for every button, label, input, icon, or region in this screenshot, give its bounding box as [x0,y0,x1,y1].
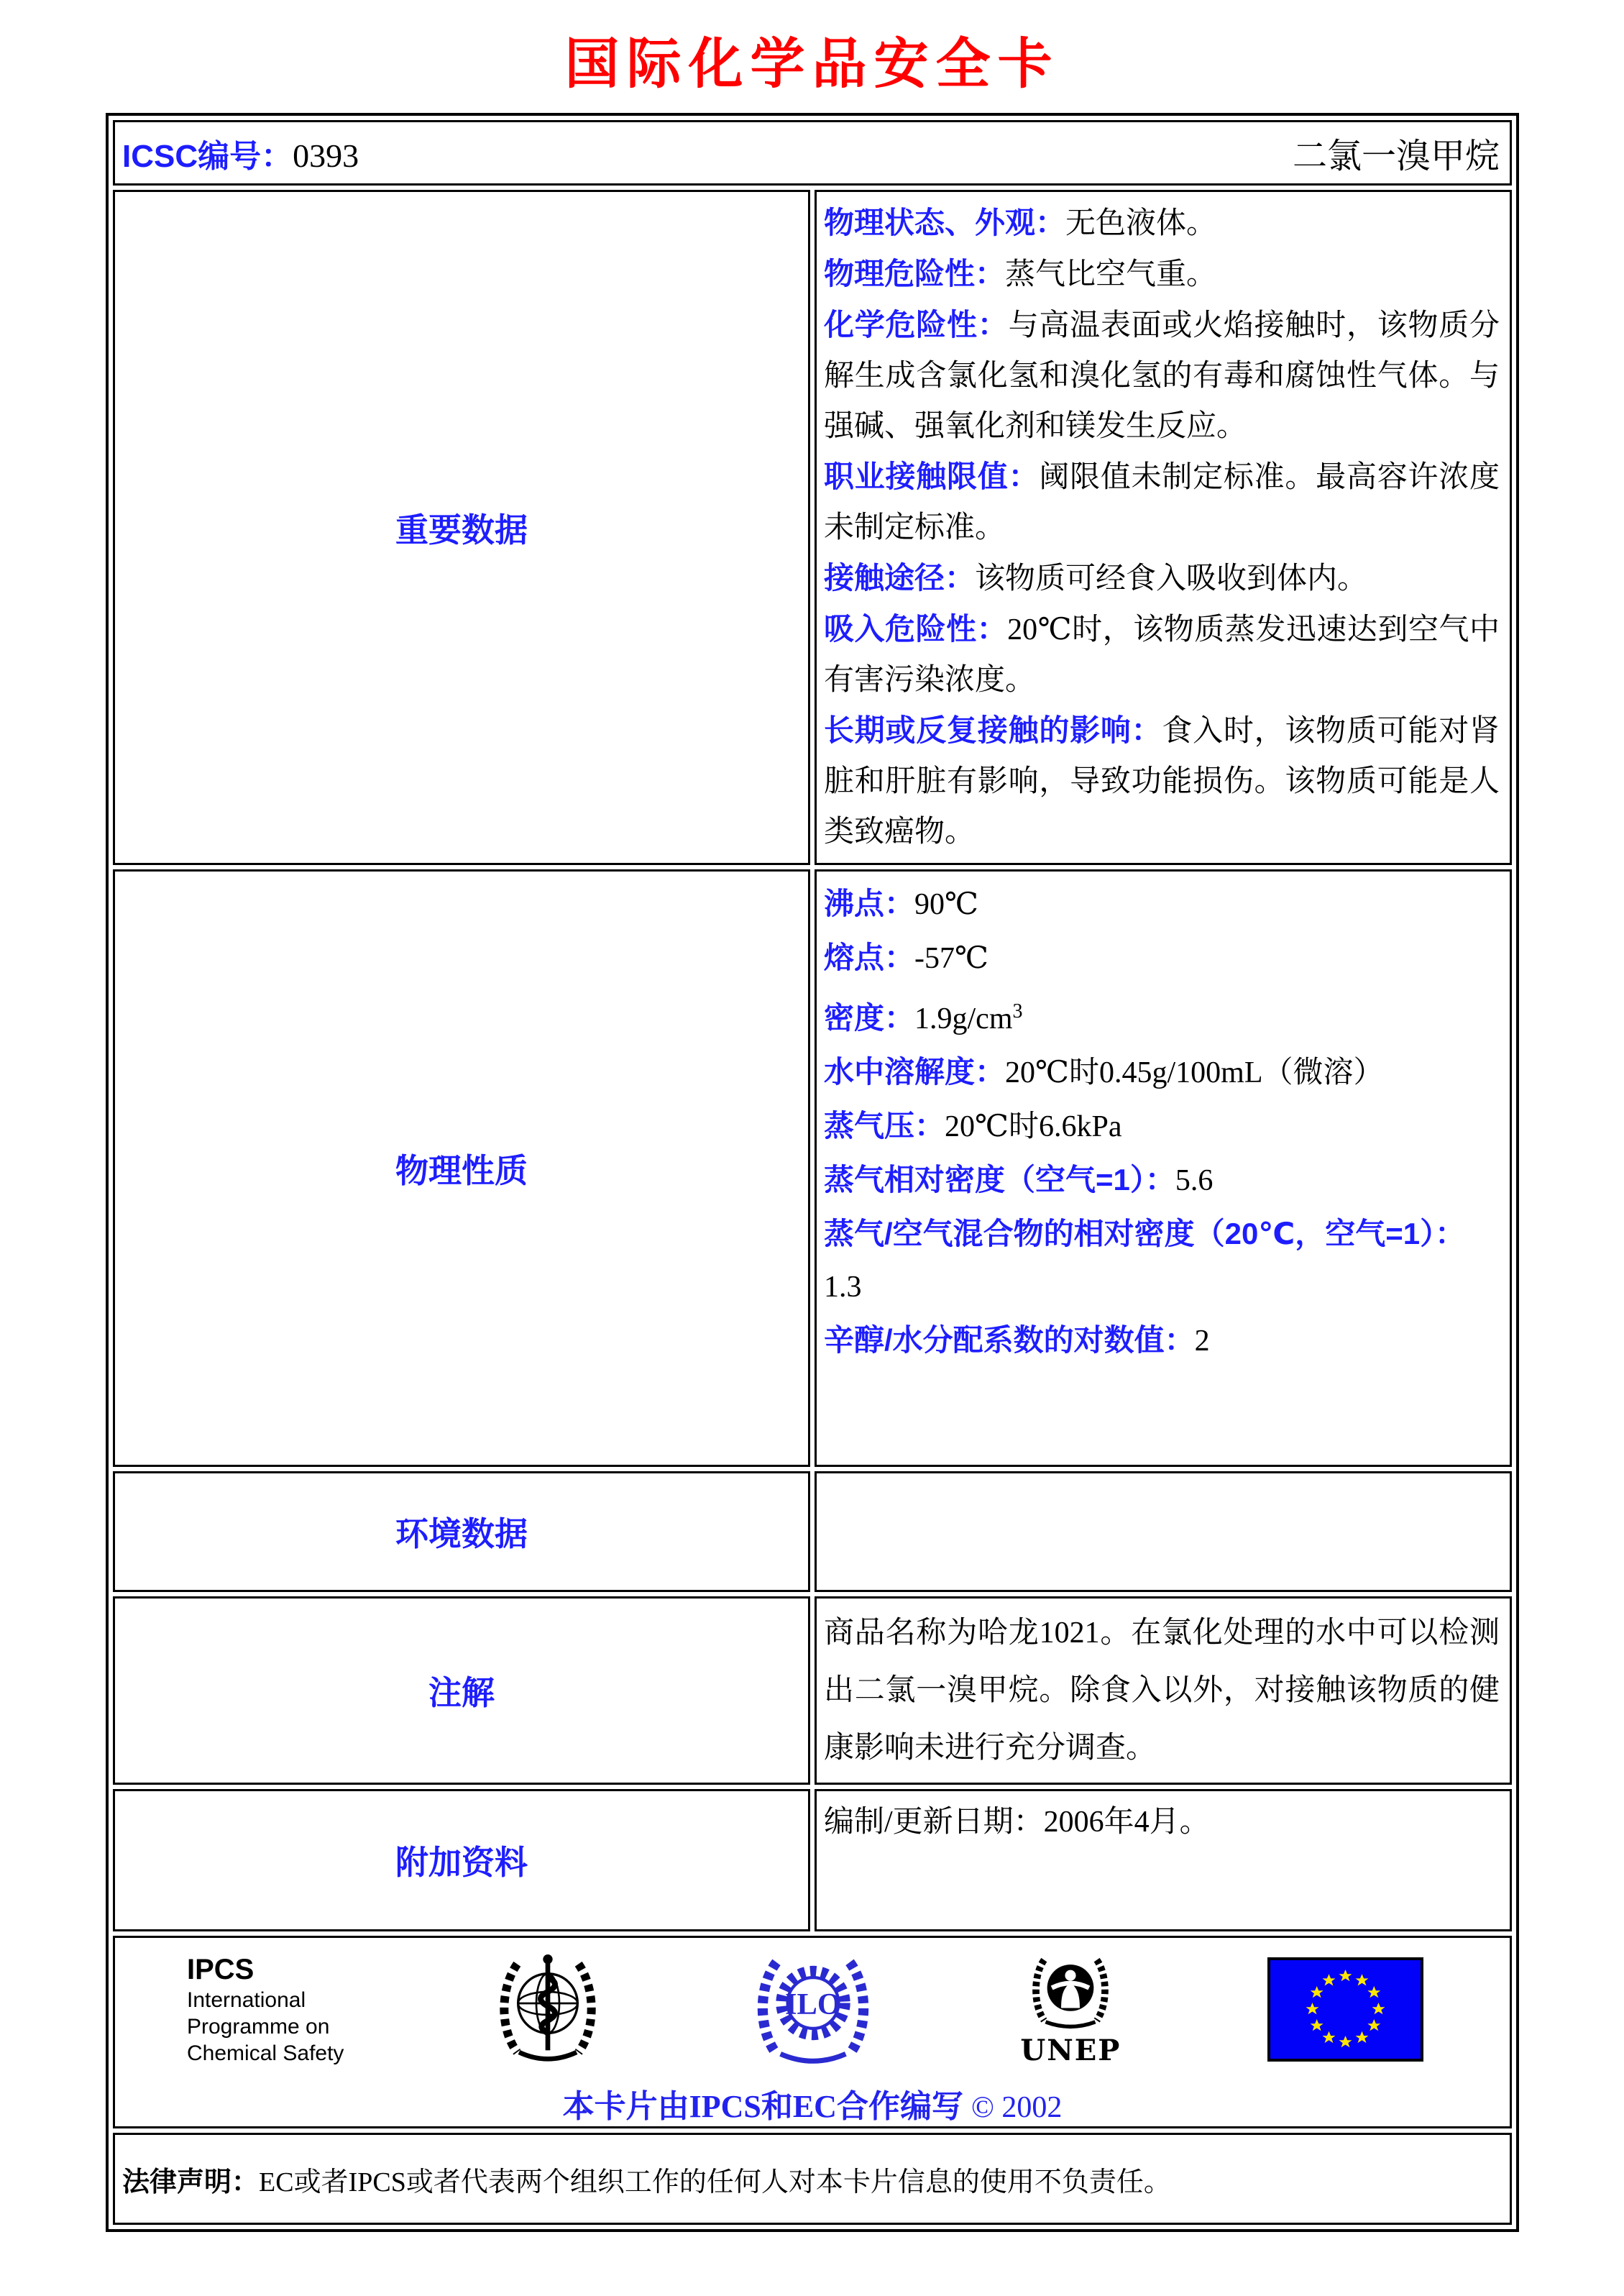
environmental-data-row [113,1471,1512,1592]
property-label: 密度： [824,1001,915,1035]
property-line [824,452,1500,553]
logos-row [113,1936,1512,2128]
credit-copyright: © 2002 [971,2091,1063,2124]
property-line [824,1099,1500,1153]
important-data-label: 重要数据 [113,190,810,865]
legal-text: EC或者IPCS或者代表两个组织工作的任何人对本卡片信息的使用不负责任。 [259,2167,1171,2197]
property-line [824,1207,1500,1314]
environmental-data-content [815,1471,1512,1592]
credit-text: 本卡片由IPCS和EC合作编写 [562,2089,963,2124]
property-line [824,1046,1500,1099]
property-value: 该物质可经食入吸收到体内。 [975,562,1368,595]
property-value: 20℃时0.45g/100mL（微溶） [1005,1056,1384,1089]
ipcs-acronym: IPCS [187,1953,254,1985]
property-value: 20℃时6.6kPa [945,1110,1122,1143]
unep-block [1020,1954,1121,2065]
property-value: 1.9g/cm [914,1002,1013,1035]
property-label: 蒸气压： [824,1109,945,1143]
property-label: 蒸气相对密度（空气=1）： [824,1163,1175,1197]
property-label: 化学危险性： [824,308,1009,342]
icsc-number-group [122,130,359,176]
property-label: 长期或反复接触的影响： [824,713,1162,747]
property-line [824,705,1500,857]
page-title: 国际化学品安全卡 [564,32,1060,96]
property-line [824,1153,1500,1207]
property-value: 与高温表面或火焰接触时，该物质分解生成含氯化氢和溴化氢的有毒和腐蚀性气体。与强碱、强氧化剂和镁发生反应。 [824,309,1500,443]
property-value: 无色液体。 [1065,207,1217,240]
property-value: 90℃ [914,888,978,921]
property-value: 食入时，该物质可能对肾脏和肝脏有影响，导致功能损伤。该物质可能是人类致癌物。 [824,715,1500,849]
unep-emblem-icon [1024,1954,1117,2033]
property-line [824,553,1500,604]
property-line [824,931,1500,985]
physical-properties-content [815,869,1512,1467]
svg-text:ILO: ILO [784,1988,841,2022]
safety-card-table [106,113,1519,2232]
additional-info-content [815,1789,1512,1931]
notes-label: 注解 [113,1596,810,1785]
property-label: 接触途径： [824,561,976,595]
property-line [824,300,1500,452]
ilo-emblem-icon [752,1948,874,2070]
property-value: 20℃时，该物质蒸发迅速达到空气中有害污染浓度。 [824,613,1500,697]
important-data-content [815,190,1512,865]
unep-label: UNEP [1020,2033,1121,2067]
property-value: 1.3 [824,1271,862,1304]
property-line [824,249,1500,300]
property-label: 物理危险性： [824,257,1006,291]
credit-line [115,2080,1510,2126]
logos-cell [113,1936,1512,2128]
header-row [113,120,1512,186]
property-value: 阈限值未制定标准。最高容许浓度未制定标准。 [824,461,1500,544]
property-label: 物理状态、外观： [824,206,1066,239]
property-value-superscript: 3 [1012,1000,1023,1023]
property-line [824,985,1500,1046]
additional-info-text: 编制/更新日期：2006年4月。 [824,1806,1210,1839]
property-label: 沸点： [824,887,915,920]
property-line [824,877,1500,931]
legal-cell [113,2133,1512,2225]
property-value: -57℃ [914,942,988,975]
who-emblem-icon [490,1948,605,2070]
eu-flag-icon [1267,1957,1423,2062]
physical-properties-row [113,869,1512,1467]
property-value: 5.6 [1175,1164,1214,1197]
property-value: 2 [1194,1325,1210,1358]
ipcs-line: International [187,1988,306,2012]
additional-info-row [113,1789,1512,1931]
property-value: 蒸气比空气重。 [1005,258,1217,291]
ipcs-line: Chemical Safety [187,2041,344,2065]
chemical-name: 二氯一溴甲烷 [1292,137,1500,175]
notes-text: 商品名称为哈龙1021。在氯化处理的水中可以检测出二氯一溴甲烷。除食入以外，对接触该物质的健康影响未进行充分调查。 [824,1616,1500,1765]
physical-properties-label: 物理性质 [113,869,810,1467]
property-line [824,198,1500,249]
property-label: 职业接触限值： [824,459,1040,493]
property-label: 熔点： [824,941,915,974]
legal-label: 法律声明： [122,2167,260,2197]
property-line [824,1314,1500,1368]
property-line [824,604,1500,705]
notes-row [113,1596,1512,1785]
ipcs-line: Programme on [187,2014,330,2039]
property-label: 吸入危险性： [824,612,1008,646]
icsc-number-value: 0393 [293,137,359,174]
icsc-number-label: ICSC编号： [122,138,293,174]
environmental-data-label: 环境数据 [113,1471,810,1592]
legal-row [113,2133,1512,2225]
ipcs-text-block [187,1952,344,2067]
property-label: 蒸气/空气混合物的相对密度（20℃，空气=1）： [824,1217,1466,1250]
property-label: 水中溶解度： [824,1055,1006,1089]
important-data-row [113,190,1512,865]
additional-info-label: 附加资料 [113,1789,810,1931]
notes-content [815,1596,1512,1785]
header-cell [113,120,1512,186]
property-label: 辛醇/水分配系数的对数值： [824,1323,1195,1357]
